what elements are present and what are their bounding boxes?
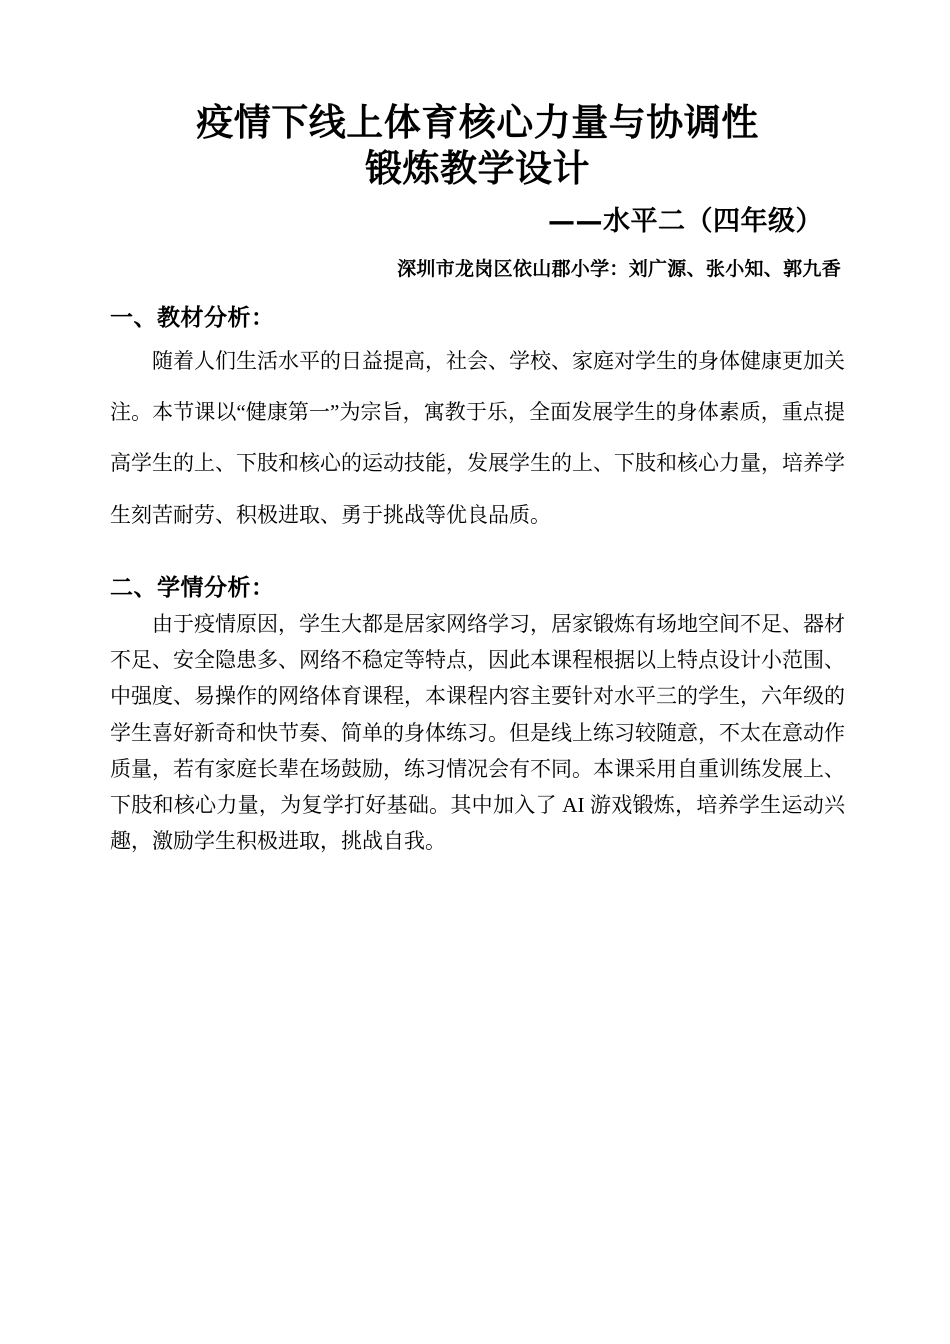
page-title: [110, 100, 845, 193]
section-body-teaching-material: 随着人们生活水平的日益提高，社会、学校、家庭对学生的身体健康更加关注。本节课以“健康第一”为宗旨，寓教于乐，全面发展学生的身体素质，重点提高学生的上、下肢和核心的运动技能，发展学生的上、下肢和核心力量，培养学生刻苦耐劳、积极进取、勇于挑战等优良品质。: [110, 348, 845, 527]
section-heading-teaching-material: 一、教材分析：: [110, 304, 275, 331]
section-heading-student-analysis: 二、学情分析：: [110, 575, 275, 602]
page-subtitle: ——水平二（四年级）: [548, 205, 823, 237]
section-body-student-analysis: 由于疫情原因，学生大都是居家网络学习，居家锻炼有场地空间不足、器材不足、安全隐患多、网络不稳定等特点，因此本课程根据以上特点设计小范围、中强度、易操作的网络体育课程，本课程内容主要针对水平三的学生，六年级的学生喜好新奇和快节奏、简单的身体练习。但是线上练习较随意，不太在意动作质量，若有家庭长辈在场鼓励，练习情况会有不同。本课采用自重训练发展上、下肢和核心力量，为复学打好基础。其中加入了 AI 游戏锻炼，培养学生运动兴趣，激励学生积极进取，挑战自我。: [110, 612, 845, 853]
page-title-line-2: 锻炼教学设计: [365, 147, 590, 191]
section-spacer: [110, 541, 845, 551]
page-title-line-1: 疫情下线上体育核心力量与协调性: [196, 101, 759, 144]
authors-line: 深圳市龙岗区依山郡小学：刘广源、张小知、郭九香: [397, 257, 841, 280]
